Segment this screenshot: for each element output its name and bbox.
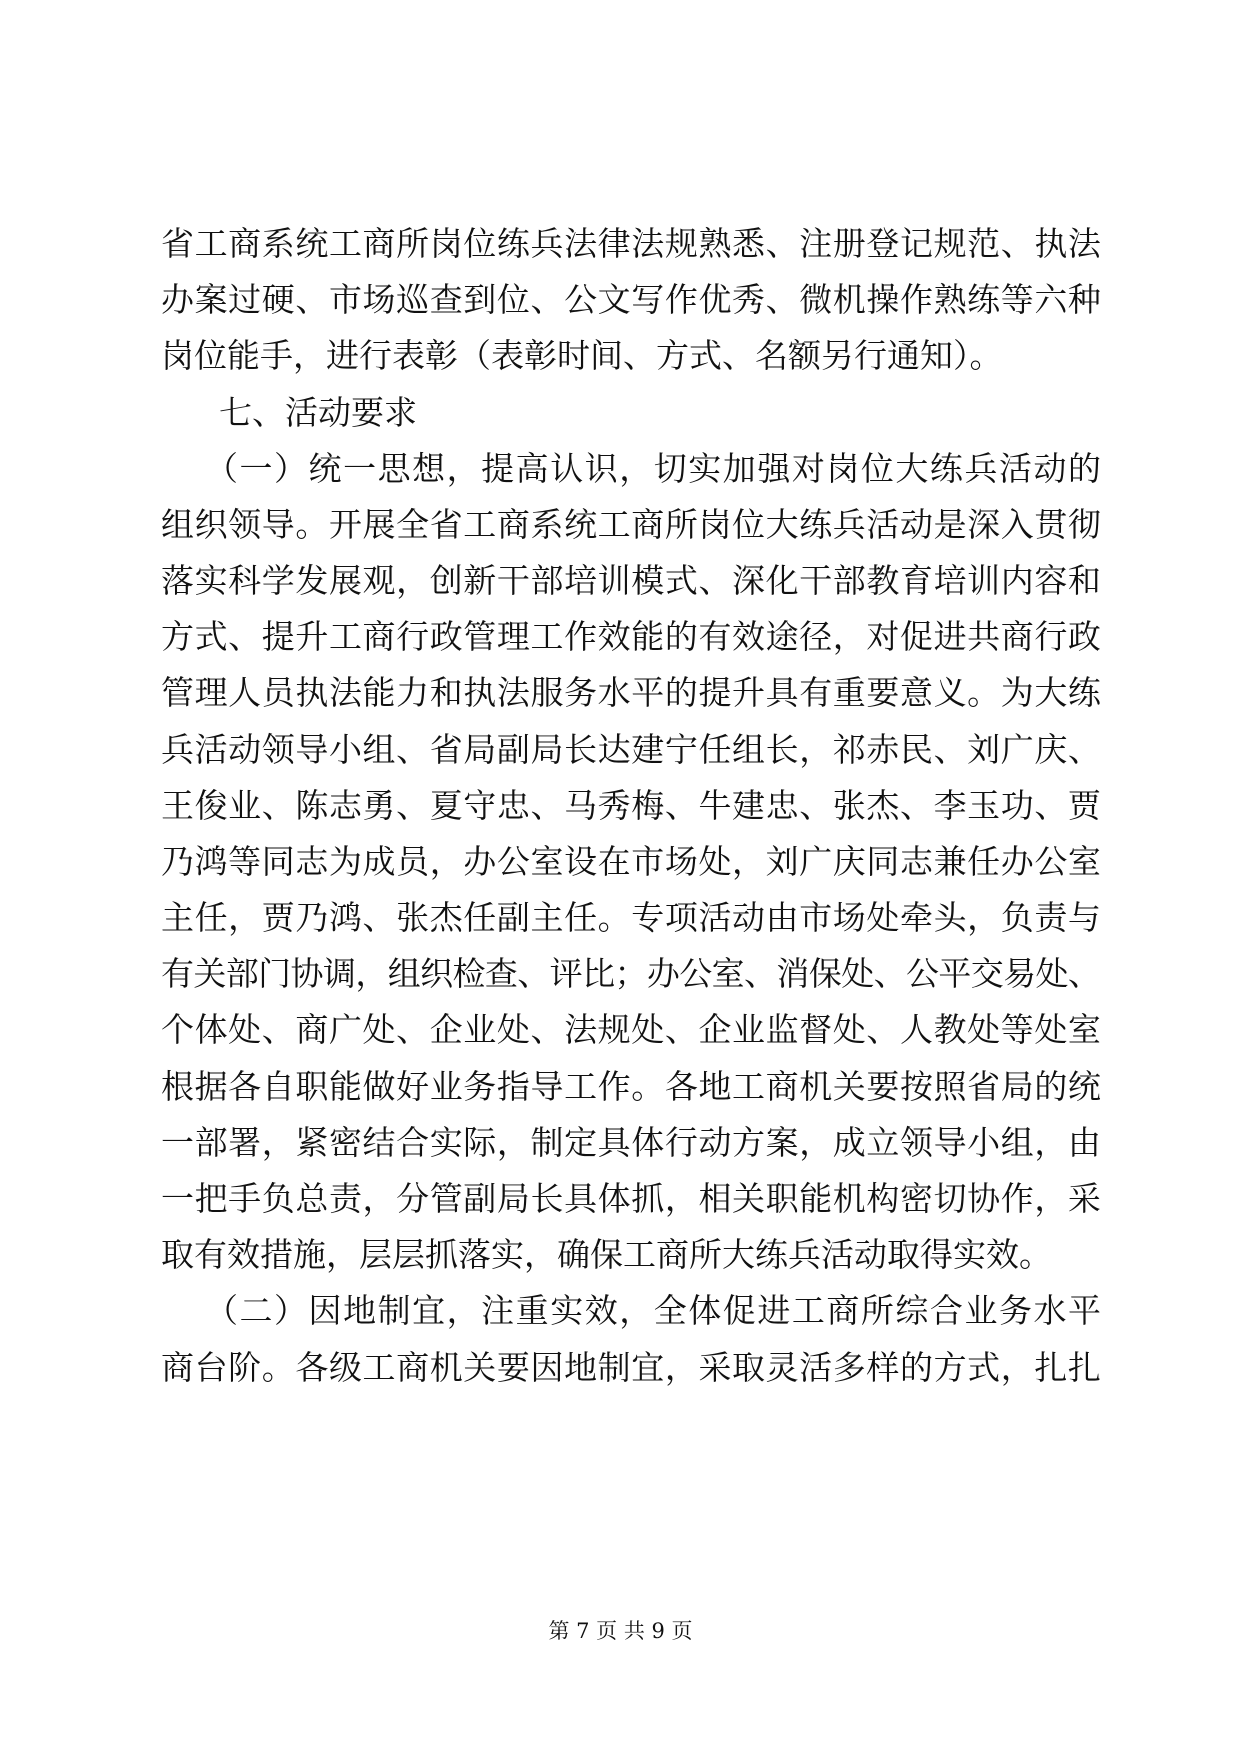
text-line: 取有效措施，层层抓落实，确保工商所大练兵活动取得实效。	[161, 1235, 1052, 1274]
text-line: 省工商系统工商所岗位练兵法律法规熟悉、注册登记规范、执法	[161, 224, 1102, 263]
text-line: （二）因地制宜，注重实效，全体促进工商所综合业务水平	[205, 1291, 1103, 1330]
section-heading: 七、活动要求	[219, 393, 417, 432]
text-line: 管理人员执法能力和执法服务水平的提升具有重要意义。为大练	[161, 673, 1102, 712]
text-line: 乃鸿等同志为成员，办公室设在市场处，刘广庆同志兼任办公室	[161, 842, 1102, 881]
text-line: （一）统一思想，提高认识，切实加强对岗位大练兵活动的	[205, 449, 1103, 488]
text-line: 王俊业、陈志勇、夏守忠、马秀梅、牛建忠、张杰、李玉功、贾	[161, 786, 1102, 825]
text-line: 一把手负总责，分管副局长具体抓，相关职能机构密切协作，采	[161, 1179, 1102, 1218]
text-line: 落实科学发展观，创新干部培训模式、深化干部教育培训内容和	[161, 561, 1102, 600]
text-line: 兵活动领导小组、省局副局长达建宁任组长，祁赤民、刘广庆、	[161, 730, 1102, 769]
text-line: 岗位能手，进行表彰（表彰时间、方式、名额另行通知）。	[161, 336, 1003, 375]
text-line: 商台阶。各级工商机关要因地制宜，采取灵活多样的方式，扎扎	[161, 1348, 1102, 1387]
text-line: 根据各自职能做好业务指导工作。各地工商机关要按照省局的统	[161, 1067, 1102, 1106]
page-number-footer: 第 7 页 共 9 页	[548, 1619, 693, 1643]
text-line: 组织领导。开展全省工商系统工商所岗位大练兵活动是深入贯彻	[161, 505, 1102, 544]
text-line: 方式、提升工商行政管理工作效能的有效途径，对促进共商行政	[161, 617, 1102, 656]
text-line: 办案过硬、市场巡查到位、公文写作优秀、微机操作熟练等六种	[161, 280, 1102, 319]
text-line: 有关部门协调，组织检查、评比；办公室、消保处、公平交易处、	[161, 954, 1101, 993]
text-line: 个体处、商广处、企业处、法规处、企业监督处、人教处等处室	[161, 1010, 1102, 1049]
text-line: 一部署，紧密结合实际，制定具体行动方案，成立领导小组，由	[161, 1123, 1102, 1162]
text-line: 主任，贾乃鸿、张杰任副主任。专项活动由市场处牵头，负责与	[161, 898, 1102, 937]
